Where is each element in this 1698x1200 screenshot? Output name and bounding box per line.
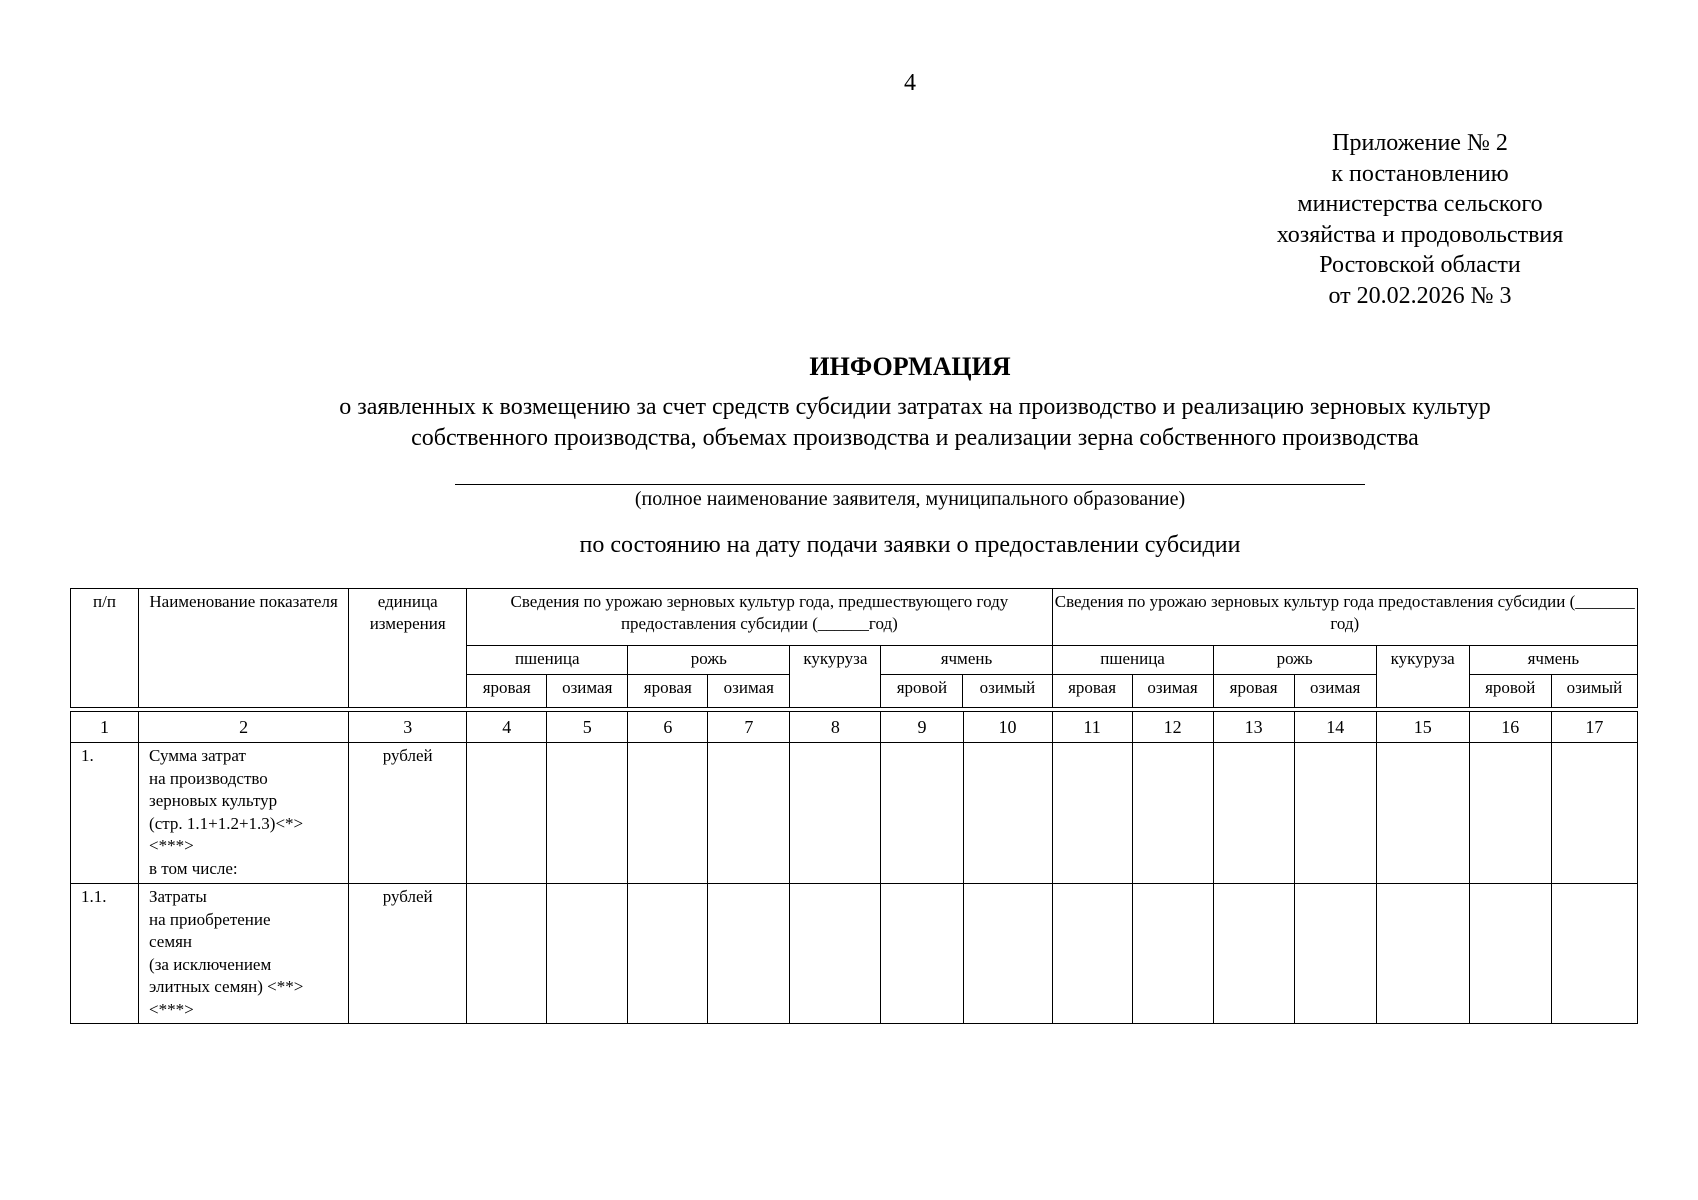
header-spring: яровой: [881, 675, 963, 708]
header-winter: озимая: [1132, 675, 1213, 708]
header-spring: яровая: [628, 675, 708, 708]
value-cell[interactable]: [881, 884, 963, 1024]
group-text: Сведения по урожаю зерновых культур года предоставления субсидии (: [1054, 592, 1576, 611]
document-subtitle: [180, 392, 1650, 454]
value-cell[interactable]: [708, 884, 790, 1024]
header-name: Наименование показателя: [139, 589, 349, 708]
value-cell[interactable]: [708, 743, 790, 884]
column-number: 14: [1294, 712, 1376, 743]
header-crop-wheat: пшеница: [467, 646, 628, 675]
unit-cell: рублей: [349, 884, 467, 1024]
appendix-line: Ростовской области: [1319, 252, 1521, 278]
header-winter: озимая: [547, 675, 628, 708]
page-number: 4: [904, 70, 916, 96]
appendix-line: министерства сельского: [1297, 191, 1543, 217]
header-winter: озимая: [1294, 675, 1376, 708]
header-winter: озимый: [963, 675, 1052, 708]
value-cell[interactable]: [1213, 743, 1294, 884]
column-number: 17: [1551, 712, 1637, 743]
header-pp: п/п: [71, 589, 139, 708]
header-winter: озимая: [708, 675, 790, 708]
column-number: 2: [139, 712, 349, 743]
value-cell[interactable]: [1469, 884, 1551, 1024]
value-cell[interactable]: [1213, 884, 1294, 1024]
header-spring: яровая: [1052, 675, 1132, 708]
document-title: ИНФОРМАЦИЯ: [809, 352, 1011, 381]
header-crop-rye: рожь: [628, 646, 790, 675]
value-cell[interactable]: [1551, 884, 1637, 1024]
value-cell[interactable]: [1132, 743, 1213, 884]
appendix-line: Приложение № 2: [1332, 130, 1508, 156]
header-winter: озимый: [1551, 675, 1637, 708]
value-cell[interactable]: [547, 884, 628, 1024]
form-table-header: [70, 588, 1638, 708]
header-crop-wheat: пшеница: [1052, 646, 1213, 675]
row-number: 1.: [71, 743, 139, 884]
column-number: 10: [963, 712, 1052, 743]
header-crop-barley: ячмень: [881, 646, 1052, 675]
header-spring: яровая: [1213, 675, 1294, 708]
year-blank[interactable]: ______: [817, 614, 869, 633]
value-cell[interactable]: [1052, 884, 1132, 1024]
value-cell[interactable]: [1132, 884, 1213, 1024]
header-crop-corn: кукуруза: [790, 646, 881, 708]
value-cell[interactable]: [1052, 743, 1132, 884]
appendix-line: хозяйства и продовольствия: [1276, 221, 1564, 248]
year-blank[interactable]: _______: [1575, 592, 1635, 611]
value-cell[interactable]: [790, 743, 881, 884]
header-spring: яровой: [1469, 675, 1551, 708]
value-cell[interactable]: [1376, 884, 1469, 1024]
appendix-line: от 20.02.2026 № 3: [1328, 282, 1512, 309]
subtitle-line: о заявленных к возмещению за счет средств субсидии затратах на производство и реализацию зерновых культур: [339, 394, 1491, 420]
column-number: 11: [1052, 712, 1132, 743]
value-cell[interactable]: [628, 884, 708, 1024]
value-cell[interactable]: [547, 743, 628, 884]
column-number: 5: [547, 712, 628, 743]
column-number: 16: [1469, 712, 1551, 743]
applicant-fill-line[interactable]: [455, 484, 1365, 485]
header-crop-corn: кукуруза: [1376, 646, 1469, 708]
column-number: 3: [349, 712, 467, 743]
column-number: 1: [71, 712, 139, 743]
header-crop-barley: ячмень: [1469, 646, 1637, 675]
applicant-caption: (полное наименование заявителя, муниципального образование): [634, 488, 1186, 510]
column-number: 6: [628, 712, 708, 743]
group-text: Сведения по урожаю зерновых культур года, предшествующего году предоставления субсидии (: [510, 592, 1009, 633]
value-cell[interactable]: [467, 884, 547, 1024]
value-cell[interactable]: [628, 743, 708, 884]
table-row: [71, 743, 1638, 884]
value-cell[interactable]: [467, 743, 547, 884]
column-number: 4: [467, 712, 547, 743]
value-cell[interactable]: [1294, 884, 1376, 1024]
header-group-current-year: [1052, 589, 1637, 646]
indicator-name: Затраты на приобретение семян (за исключением элитных семян) <**> <***>: [139, 884, 349, 1024]
value-cell[interactable]: [881, 743, 963, 884]
as-of-date-line: по состоянию на дату подачи заявки о предоставлении субсидии: [579, 532, 1241, 558]
column-number: 8: [790, 712, 881, 743]
value-cell[interactable]: [963, 743, 1052, 884]
appendix-line: к постановлению: [1331, 160, 1509, 187]
column-number: 13: [1213, 712, 1294, 743]
column-number: 12: [1132, 712, 1213, 743]
table-row: [71, 884, 1638, 1024]
value-cell[interactable]: [1294, 743, 1376, 884]
group-text: год): [868, 614, 898, 633]
value-cell[interactable]: [1469, 743, 1551, 884]
column-number: 9: [881, 712, 963, 743]
unit-cell: рублей: [349, 743, 467, 884]
value-cell[interactable]: [963, 884, 1052, 1024]
value-cell[interactable]: [1551, 743, 1637, 884]
header-spring: яровая: [467, 675, 547, 708]
subtitle-line: собственного производства, объемах производства и реализации зерна собственного производства: [411, 425, 1419, 451]
appendix-block: [1250, 128, 1590, 311]
column-number: 15: [1376, 712, 1469, 743]
column-number: 7: [708, 712, 790, 743]
form-table-body: [70, 711, 1638, 1024]
value-cell[interactable]: [790, 884, 881, 1024]
group-text: год): [1330, 614, 1360, 633]
indicator-name: Сумма затрат на производство зерновых культур (стр. 1.1+1.2+1.3)<*> <***> в том числе:: [139, 743, 349, 884]
row-number: 1.1.: [71, 884, 139, 1024]
header-unit: единица измерения: [349, 589, 467, 708]
value-cell[interactable]: [1376, 743, 1469, 884]
column-number-row: [71, 712, 1638, 743]
header-crop-rye: рожь: [1213, 646, 1376, 675]
header-group-previous-year: [467, 589, 1052, 646]
